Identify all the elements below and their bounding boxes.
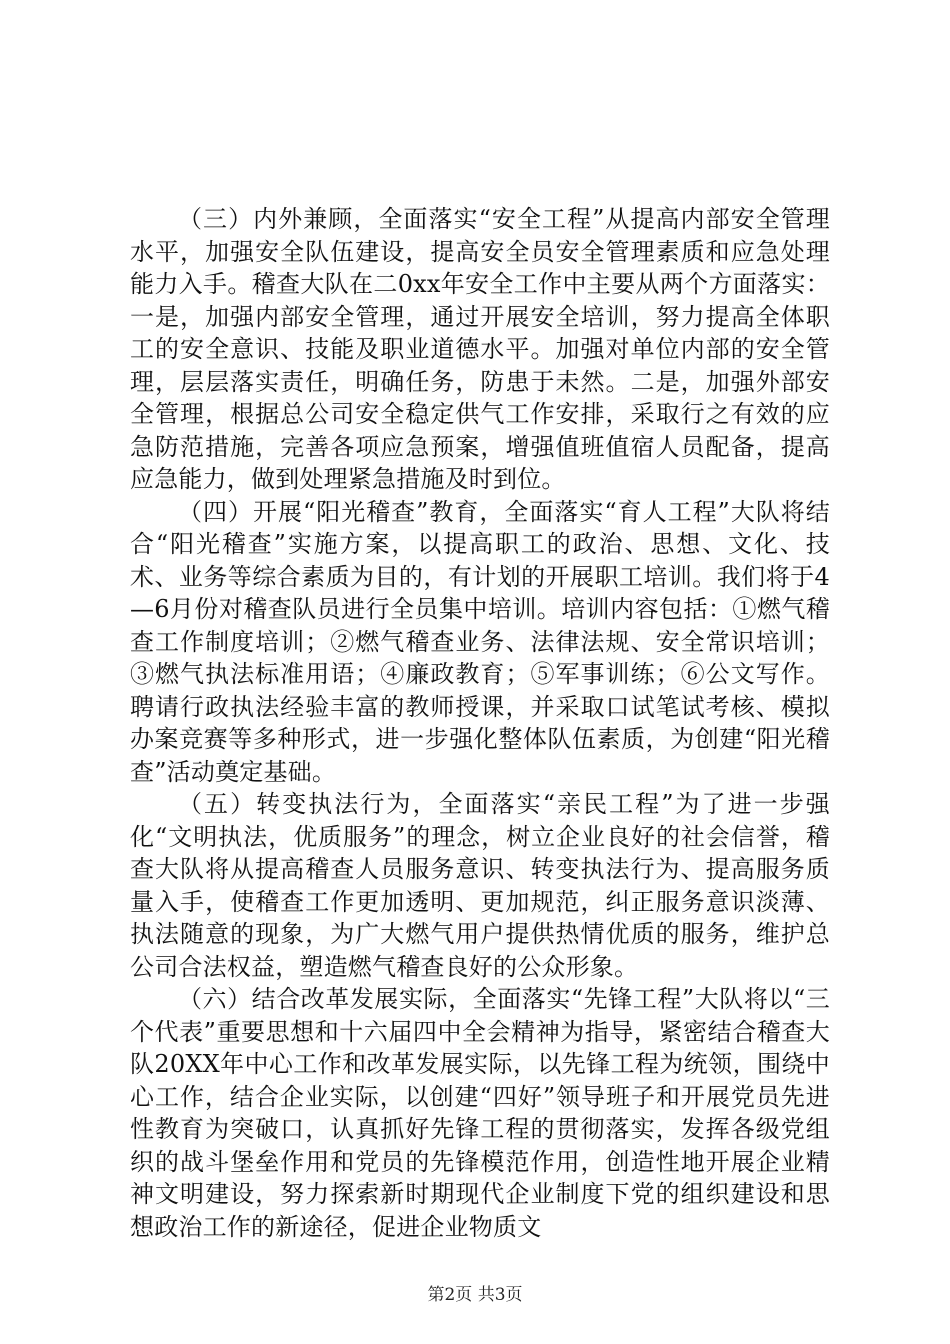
paragraph-public-service-project: （五）转变执法行为，全面落实“亲民工程”为了进一步强化“文明执法，优质服务”的理念，树立企业良好的社会信誉，稽查大队将从提高稽查人员服务意识、转变执法行为、提高服务质量入手，使稽查工作更加透明、更加规范，纠正服务意识淡薄、执法随意的现象，为广大燃气用户提供热情优质的服务，维护总公司合法权益，塑造燃气稽查良好的公众形象。 — [130, 790, 830, 981]
page-number-footer: 第2页 共3页 — [427, 1285, 523, 1305]
document-body — [130, 203, 830, 1243]
paragraph-safety-project: （三）内外兼顾，全面落实“安全工程”从提高内部安全管理水平，加强安全队伍建设，提高安全员安全管理素质和应急处理能力入手。稽查大队在二0xx年安全工作中主要从两个方面落实：一是，加强内部安全管理，通过开展安全培训，努力提高全体职工的安全意识、技能及职业道德水平。加强对单位内部的安全管理，层层落实责任，明确任务，防患于未然。二是，加强外部安全管理，根据总公司安全稳定供气工作安排，采取行之有效的应急防范措施，完善各项应急预案，增强值班值宿人员配备，提高应急能力，做到处理紧急措施及时到位。 — [130, 205, 830, 493]
paragraph-education-project: （四）开展“阳光稽查”教育，全面落实“育人工程”大队将结合“阳光稽查”实施方案，以提高职工的政治、思想、文化、技术、业务等综合素质为目的，有计划的开展职工培训。我们将于4—6月份对稽查队员进行全员集中培训。培训内容包括：①燃气稽查工作制度培训；②燃气稽查业务、法律法规、安全常识培训；③燃气执法标准用语；④廉政教育；⑤军事训练；⑥公文写作。聘请行政执法经验丰富的教师授课，并采取口试笔试考核、模拟办案竞赛等多种形式，进一步强化整体队伍素质，为创建“阳光稽查”活动奠定基础。 — [130, 497, 830, 786]
paragraph-pioneer-project: （六）结合改革发展实际，全面落实“先锋工程”大队将以“三个代表”重要思想和十六届四中全会精神为指导，紧密结合稽查大队20XX年中心工作和改革发展实际，以先锋工程为统领，围绕中心工作，结合企业实际，以创建“四好”领导班子和开展党员先进性教育为突破口，认真抓好先锋工程的贯彻落实，发挥各级党组织的战斗堡垒作用和党员的先锋模范作用，创造性地开展企业精神文明建设，努力探索新时期现代企业制度下党的组织建设和思想政治工作的新途径，促进企业物质文 — [130, 985, 830, 1241]
